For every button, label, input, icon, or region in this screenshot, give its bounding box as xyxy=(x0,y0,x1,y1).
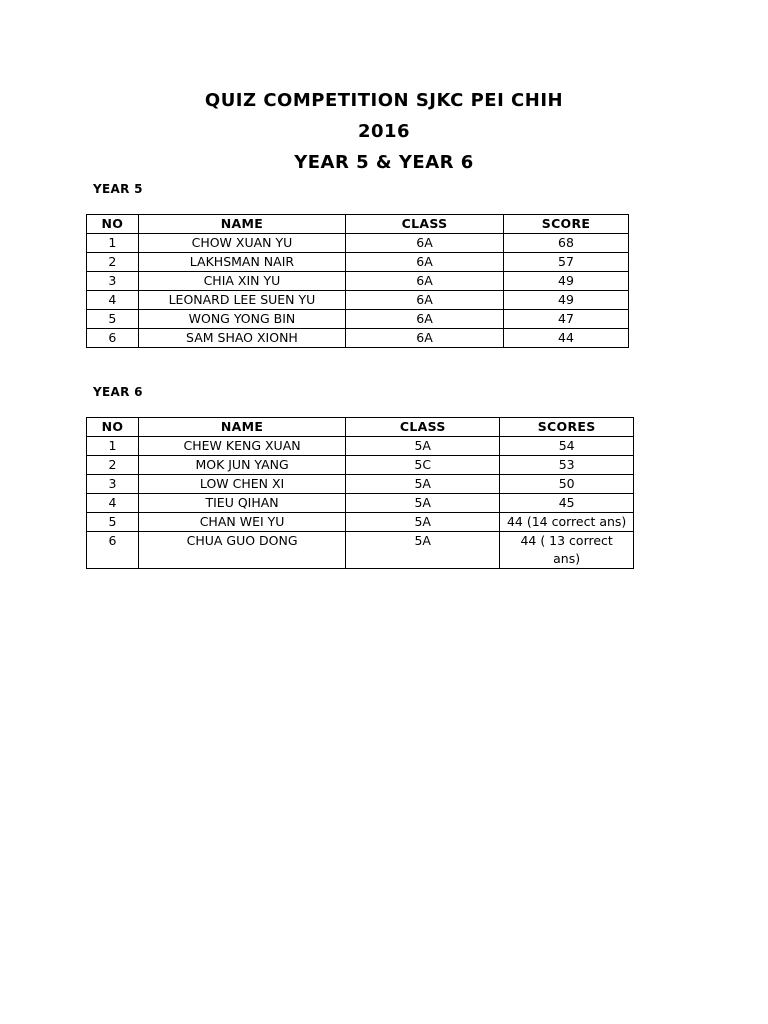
year6-results-table xyxy=(86,417,634,569)
table-row xyxy=(87,513,634,532)
cell-no: 5 xyxy=(87,310,139,329)
page-subtitle: YEAR 5 & YEAR 6 xyxy=(294,152,474,173)
column-header-name: NAME xyxy=(138,215,345,234)
table-row xyxy=(87,329,629,348)
cell-no: 1 xyxy=(87,234,139,253)
cell-class: 6A xyxy=(346,234,504,253)
cell-name: TIEU QIHAN xyxy=(138,494,345,513)
cell-score: 49 xyxy=(504,291,629,310)
cell-no: 6 xyxy=(87,532,139,569)
cell-no: 4 xyxy=(87,494,139,513)
cell-name: LAKHSMAN NAIR xyxy=(138,253,345,272)
cell-score: 53 xyxy=(500,456,634,475)
cell-class: 6A xyxy=(346,272,504,291)
cell-name: CHEW KENG XUAN xyxy=(138,437,345,456)
table-header-row xyxy=(87,418,634,437)
table-row xyxy=(87,494,634,513)
column-header-class: CLASS xyxy=(346,418,500,437)
cell-no: 5 xyxy=(87,513,139,532)
table-row xyxy=(87,234,629,253)
competition-year: 2016 xyxy=(357,121,411,142)
cell-no: 3 xyxy=(87,272,139,291)
cell-score: 45 xyxy=(500,494,634,513)
cell-no: 2 xyxy=(87,456,139,475)
cell-name: CHUA GUO DONG xyxy=(138,532,345,569)
cell-score: 57 xyxy=(504,253,629,272)
cell-no: 1 xyxy=(87,437,139,456)
column-header-scores: SCORES xyxy=(500,418,634,437)
cell-class: 6A xyxy=(346,310,504,329)
column-header-class: CLASS xyxy=(346,215,504,234)
table-row xyxy=(87,253,629,272)
cell-class: 5C xyxy=(346,456,500,475)
cell-score: 54 xyxy=(500,437,634,456)
cell-class: 6A xyxy=(346,253,504,272)
cell-no: 4 xyxy=(87,291,139,310)
column-header-no: NO xyxy=(87,215,139,234)
column-header-no: NO xyxy=(87,418,139,437)
cell-class: 5A xyxy=(346,475,500,494)
cell-name: WONG YONG BIN xyxy=(138,310,345,329)
cell-class: 5A xyxy=(346,437,500,456)
table-row xyxy=(87,437,634,456)
cell-score: 50 xyxy=(500,475,634,494)
cell-score: 68 xyxy=(504,234,629,253)
cell-no: 3 xyxy=(87,475,139,494)
cell-no: 2 xyxy=(87,253,139,272)
cell-name: LOW CHEN XI xyxy=(138,475,345,494)
cell-class: 5A xyxy=(346,494,500,513)
cell-class: 6A xyxy=(346,329,504,348)
table-row xyxy=(87,291,629,310)
table-header-row xyxy=(87,215,629,234)
cell-name: CHAN WEI YU xyxy=(138,513,345,532)
table-row xyxy=(87,456,634,475)
cell-score: 47 xyxy=(504,310,629,329)
cell-name: CHIA XIN YU xyxy=(138,272,345,291)
year5-results-table xyxy=(86,214,629,348)
score-text: 44 (14 correct ans) xyxy=(506,514,627,529)
column-header-name: NAME xyxy=(138,418,345,437)
cell-class: 5A xyxy=(346,513,500,532)
cell-score xyxy=(500,513,634,532)
cell-name: MOK JUN YANG xyxy=(138,456,345,475)
year6-section-label: YEAR 6 xyxy=(93,385,143,399)
cell-class: 6A xyxy=(346,291,504,310)
cell-name: CHOW XUAN YU xyxy=(138,234,345,253)
table-row xyxy=(87,272,629,291)
page-title: QUIZ COMPETITION SJKC PEI CHIH xyxy=(204,90,564,111)
year5-section-label: YEAR 5 xyxy=(93,182,143,196)
cell-score: 49 xyxy=(504,272,629,291)
table-row xyxy=(87,532,634,569)
column-header-score: SCORE xyxy=(504,215,629,234)
cell-class: 5A xyxy=(346,532,500,569)
table-row xyxy=(87,310,629,329)
table-row xyxy=(87,475,634,494)
cell-score: 44 xyxy=(504,329,629,348)
cell-no: 6 xyxy=(87,329,139,348)
score-text: 44 ( 13 correct ans) xyxy=(520,533,613,566)
cell-name: SAM SHAO XIONH xyxy=(138,329,345,348)
cell-score xyxy=(500,532,634,569)
cell-name: LEONARD LEE SUEN YU xyxy=(138,291,345,310)
